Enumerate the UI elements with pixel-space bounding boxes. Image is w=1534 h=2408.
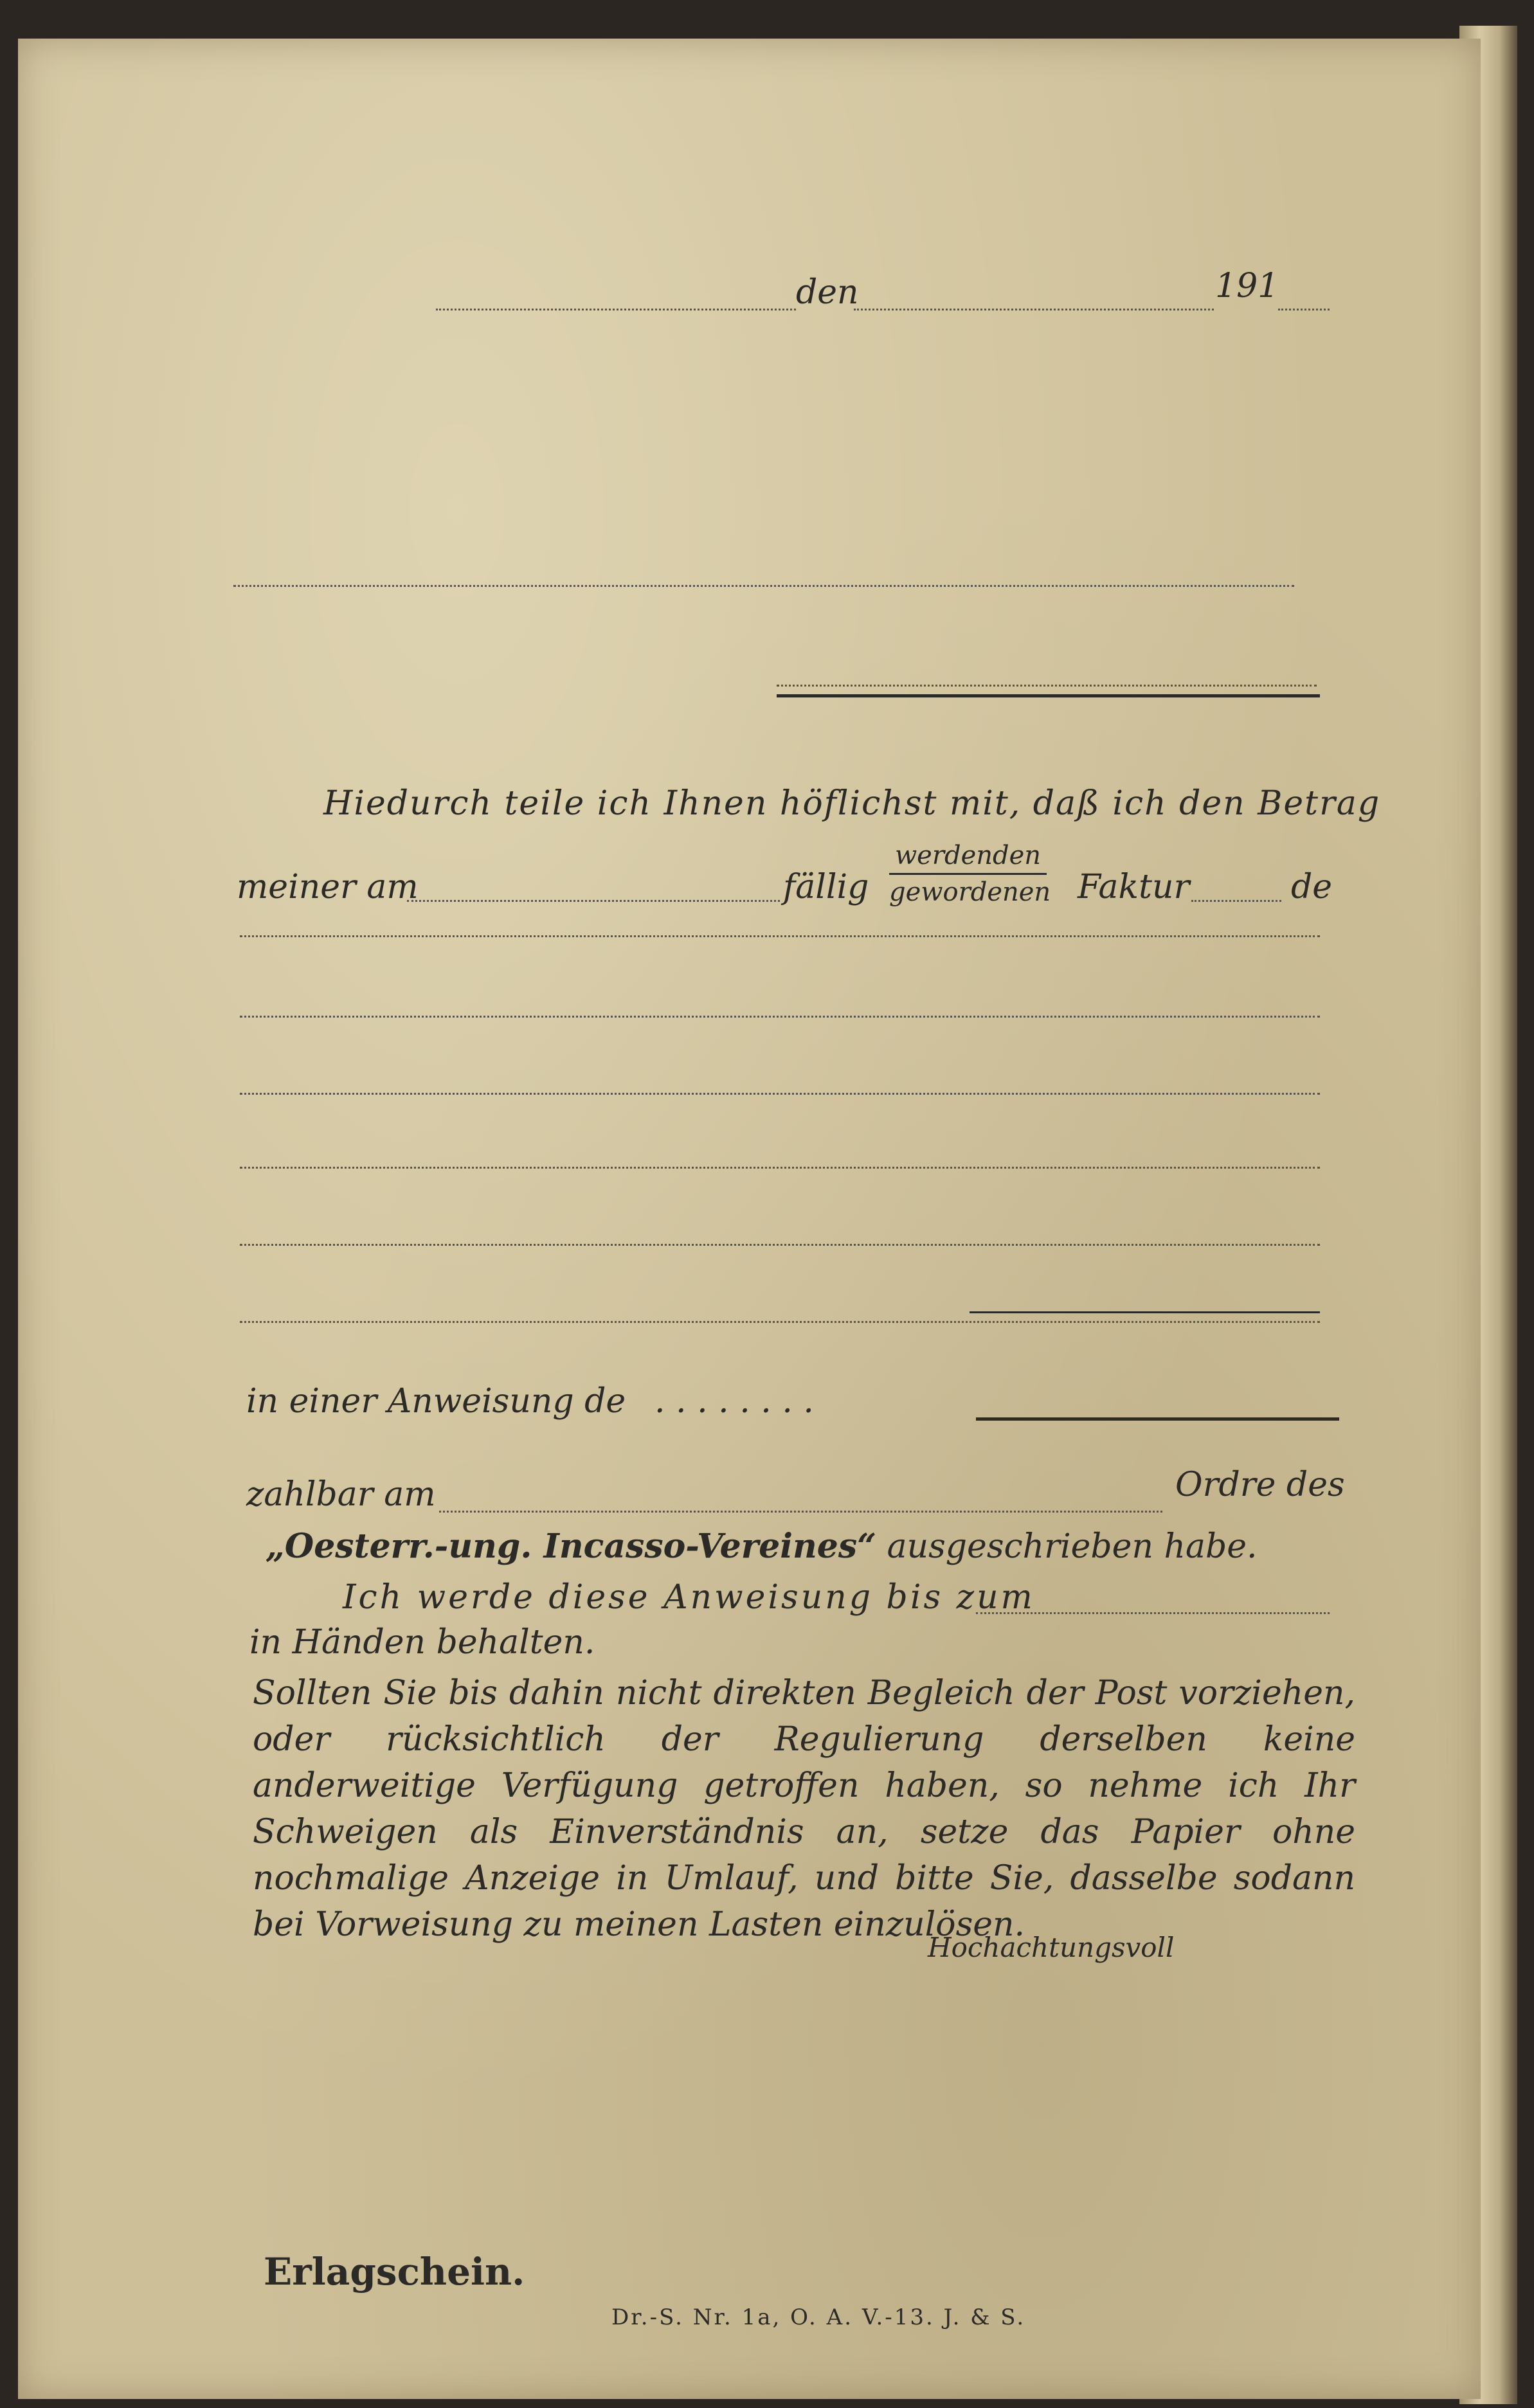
fraction-bar: [889, 873, 1047, 875]
year-prefix: 191: [1215, 267, 1279, 305]
place-field[interactable]: [436, 309, 796, 310]
blank-line-3[interactable]: [240, 1093, 1320, 1095]
meiner-am-label: meiner am: [237, 868, 419, 906]
total-underline: [970, 1311, 1320, 1313]
anweisung-label: in einer Anweisung de: [246, 1382, 626, 1421]
closing-text: Hochachtungsvoll: [928, 1932, 1175, 1963]
werdenden-gewordenen-fraction: [889, 841, 1051, 907]
haenden-line: in Händen behalten.: [249, 1623, 595, 1662]
anweisung-dots: . . . . . . . .: [654, 1382, 814, 1421]
blank-line-1[interactable]: [240, 935, 1320, 937]
werde-line: Ich werde diese Anweisung bis zum: [343, 1578, 1035, 1617]
due-date-field[interactable]: [407, 900, 780, 902]
ordre-des-label: Ordre des: [1175, 1466, 1345, 1504]
addressee-line-2[interactable]: [777, 685, 1317, 687]
de-label: de: [1291, 868, 1333, 906]
zahlbar-date-field[interactable]: [439, 1511, 1162, 1513]
conditions-paragraph: Sollten Sie bis dahin nicht direkten Begleich der Post vorziehen, oder rücksichtlich der Regulierung derselben keine anderweitige Verfügung getroffen haben, so nehme ich Ihr Schweigen als Einverständnis an, setze das Papier ohne nochmalige Anzeige in Umlauf, und bitte Sie, dasselbe sodann bei Vorweisung zu meinen Lasten einzulösen.: [253, 1674, 1355, 1944]
anweisung-amount-field[interactable]: [976, 1417, 1339, 1421]
date-field[interactable]: [854, 309, 1214, 310]
intro-line: Hiedurch teile ich Ihnen höflichst mit, daß ich den Betrag: [323, 784, 1381, 823]
blank-line-5[interactable]: [240, 1244, 1320, 1246]
blank-line-2[interactable]: [240, 1016, 1320, 1018]
verein-name: „Oesterr.-ung. Incasso-Vereines“: [266, 1527, 877, 1566]
year-field[interactable]: [1278, 309, 1330, 310]
den-label: den: [796, 273, 859, 312]
addressee-line-1[interactable]: [233, 585, 1294, 587]
zahlbar-am-label: zahlbar am: [246, 1475, 436, 1514]
blank-line-6[interactable]: [240, 1321, 1320, 1323]
fraction-bottom: gewordenen: [889, 877, 1051, 907]
bis-zum-field[interactable]: [976, 1612, 1330, 1614]
fraction-top: werdenden: [894, 841, 1042, 870]
printer-note: Dr.-S. Nr. 1a, O. A. V.-13. J. & S.: [611, 2305, 1026, 2330]
addressee-underline: [777, 694, 1320, 697]
faellig-label: fällig: [783, 868, 869, 906]
ausgeschrieben-label: ausgeschrieben habe.: [887, 1527, 1258, 1566]
erlagschein-heading: Erlagschein.: [264, 2250, 525, 2294]
faktur-label: Faktur: [1078, 868, 1190, 906]
form-page: [18, 39, 1481, 2399]
faktur-field[interactable]: [1191, 900, 1281, 902]
blank-line-4[interactable]: [240, 1167, 1320, 1169]
verein-line: [266, 1527, 1258, 1566]
